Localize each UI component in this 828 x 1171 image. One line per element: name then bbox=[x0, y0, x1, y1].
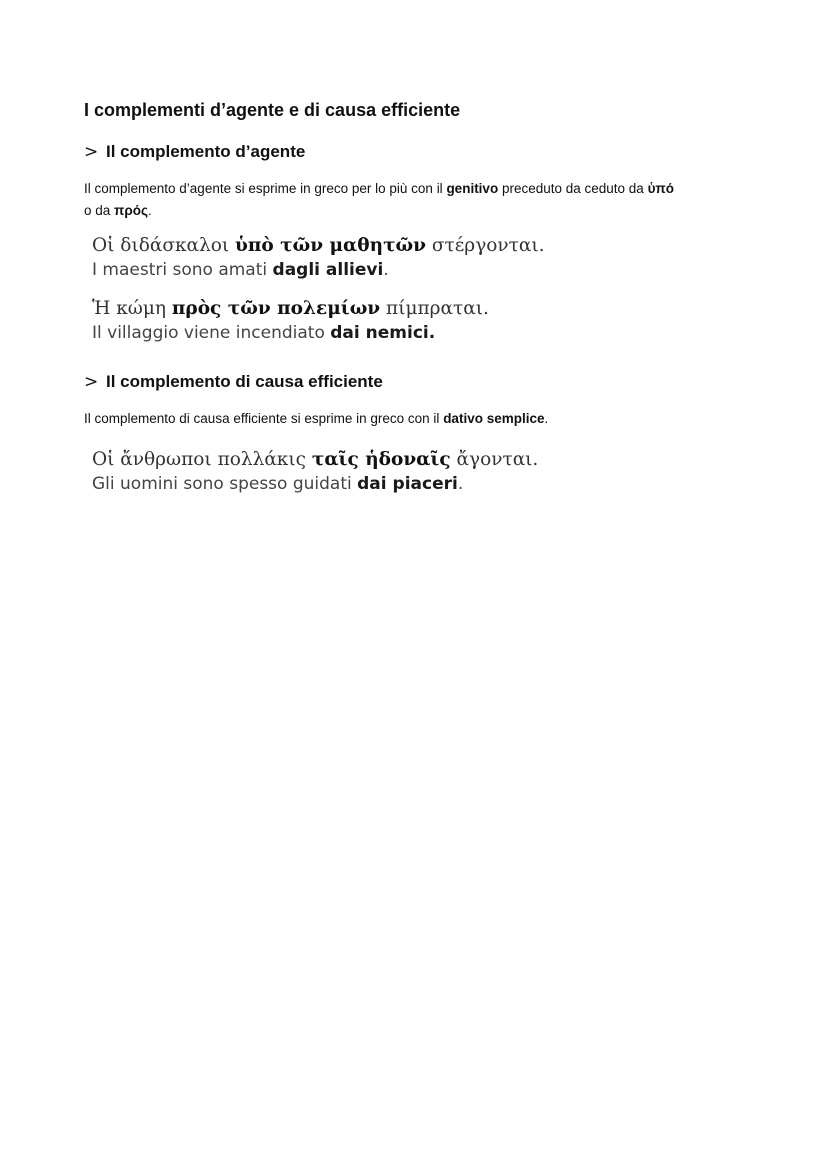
italian-translation: Gli uomini sono spesso guidati dai piaceri. bbox=[92, 474, 464, 494]
keyword-genitivo: genitivo bbox=[446, 181, 499, 196]
chevron-right-icon: > bbox=[84, 142, 99, 162]
paragraph-text: . bbox=[148, 203, 152, 218]
italian-highlight: dagli allievi bbox=[272, 260, 384, 280]
greek-highlight: πρὸς τῶν πολεμίων bbox=[171, 298, 381, 319]
paragraph-text: . bbox=[544, 411, 549, 426]
paragraph-text: preceduto da ceduto da bbox=[498, 181, 648, 196]
greek-highlight: ταῖς ἡδοναῖς bbox=[311, 449, 451, 470]
section-heading-causa-efficiente bbox=[84, 372, 383, 392]
page-title: I complementi d’agente e di causa efficiente bbox=[84, 100, 461, 120]
italian-highlight: dai nemici. bbox=[330, 323, 436, 343]
keyword-dativo-semplice: dativo semplice bbox=[443, 411, 545, 426]
italian-translation: I maestri sono amati dagli allievi. bbox=[92, 260, 389, 280]
section-heading-label: Il complemento di causa efficiente bbox=[106, 372, 383, 391]
section-paragraph-causa-efficiente bbox=[84, 408, 764, 430]
section-paragraph-agente bbox=[84, 178, 764, 222]
keyword-pros: πρός bbox=[114, 203, 148, 218]
example-block bbox=[92, 448, 538, 496]
paragraph-text: Il complemento d’agente si esprime in greco per lo più con il bbox=[84, 181, 447, 196]
section-heading-agente bbox=[84, 142, 305, 162]
italian-highlight: dai piaceri bbox=[357, 474, 458, 494]
chevron-right-icon: > bbox=[84, 372, 99, 392]
paragraph-text: o da bbox=[84, 203, 115, 218]
greek-sentence: Οἱ διδάσκαλοι ὑπὸ τῶν μαθητῶν στέργονται. bbox=[92, 235, 545, 256]
italian-translation: Il villaggio viene incendiato dai nemici. bbox=[92, 323, 436, 343]
greek-sentence: Οἱ ἄνθρωποι πολλάκις ταῖς ἡδοναῖς ἄγονται. bbox=[92, 449, 539, 470]
section-heading-label: Il complemento d’agente bbox=[106, 142, 306, 161]
example-block bbox=[92, 297, 489, 345]
greek-sentence: Ἡ κώμη πρὸς τῶν πολεμίων πίμπραται. bbox=[92, 298, 489, 319]
greek-highlight: ὑπὸ τῶν μαθητῶν bbox=[235, 235, 426, 256]
paragraph-text: Il complemento di causa efficiente si esprime in greco con il bbox=[84, 411, 444, 426]
keyword-hypo: ὑπό bbox=[647, 181, 675, 196]
example-block bbox=[92, 234, 545, 282]
